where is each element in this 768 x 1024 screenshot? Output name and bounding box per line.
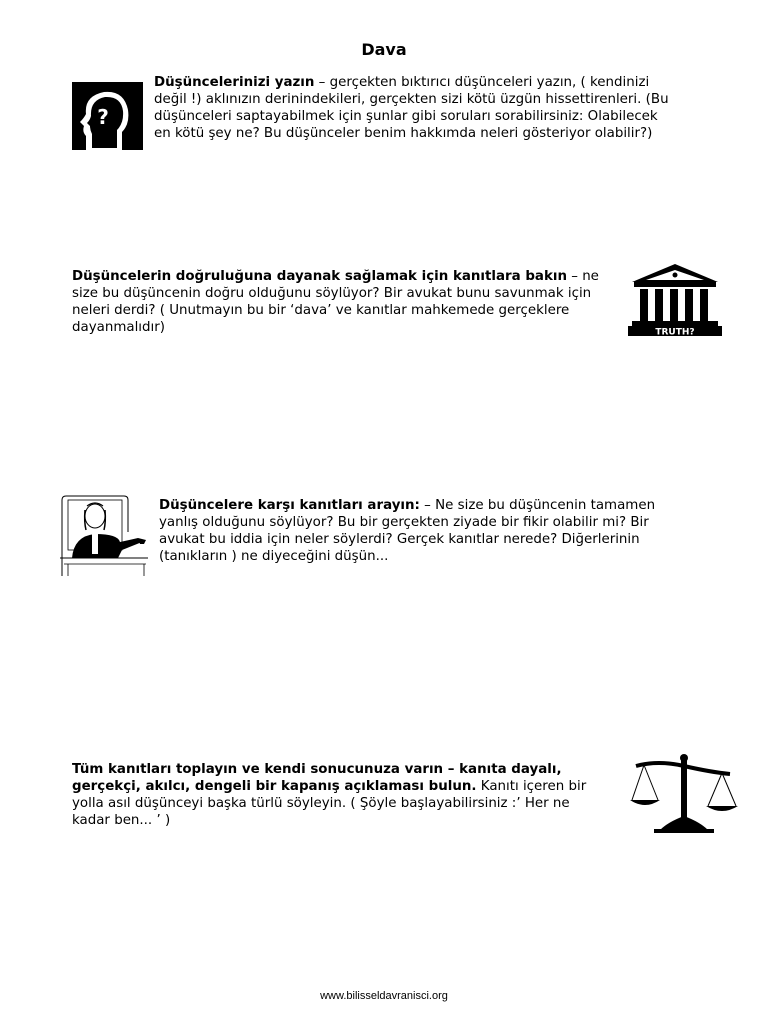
page-title: Dava <box>361 40 407 59</box>
judge-pointing-icon <box>58 492 150 578</box>
section-conclusion <box>72 761 607 829</box>
footer-url: www.bilisseldavranisci.org <box>320 990 448 1002</box>
section-heading: Tüm kanıtları toplayın ve kendi sonucunuza varın <box>72 762 444 777</box>
section-evidence-against <box>159 497 679 565</box>
question-head-icon <box>72 82 143 150</box>
svg-text:?: ? <box>97 105 109 129</box>
section-evidence-for <box>72 268 622 336</box>
section-heading: Düşüncelerinizi yazın <box>154 75 315 90</box>
section-text: – gerçekten bıktırıcı düşünceleri yazın, ( kendinizi değil !) aklınızın derinindekileri, gerçekten sizi kötü üzgün hissettirenleri. (Bu düşünceleri saptayabilmek için şunlar gibi soruları sorabilirsiniz: Olabilecek en kötü şey ne? Bu düşünceler benim hakkımda neleri gösteriyor olabilir?) <box>154 75 669 141</box>
courthouse-icon <box>628 262 722 338</box>
courthouse-icon-label: TRUTH? <box>655 327 695 338</box>
section-text: – ne size bu düşüncenin doğru olduğunu söylüyor? Bir avukat bunu savunmak için neleri derdi? ( Unutmayın bu bir ‘dava’ ve kanıtlar mahkemede gerçeklere dayanmalıdır) <box>72 269 599 335</box>
section-text: – Ne size bu düşüncenin tamamen yanlış olduğunu söylüyor? Bu bir gerçekten ziyade bir fikir olabilir mi? Bir avukat bu iddia için neler söylerdi? Gerçek kanıtlar nerede? Diğerlerinin (tanıkların ) ne diyeceğini düşün... <box>159 498 656 564</box>
section-dash: – <box>443 762 460 777</box>
section-heading: Düşüncelere karşı kanıtları arayın: <box>159 498 420 513</box>
scales-of-justice-icon <box>628 752 740 834</box>
section-heading-2: kanıta dayalı, gerçekçi, akılcı, dengeli bir kapanış açıklaması bulun. <box>72 762 562 794</box>
section-text: Kanıtı içeren bir yolla asıl düşünceyi başka türlü söyleyin. ( Şöyle başlayabilirsiniz :’ Her ne kadar ben... ’ ) <box>72 779 587 828</box>
section-heading: Düşüncelerin doğruluğuna dayanak sağlamak için kanıtlara bakın <box>72 269 567 284</box>
section-write-thoughts <box>154 74 674 142</box>
